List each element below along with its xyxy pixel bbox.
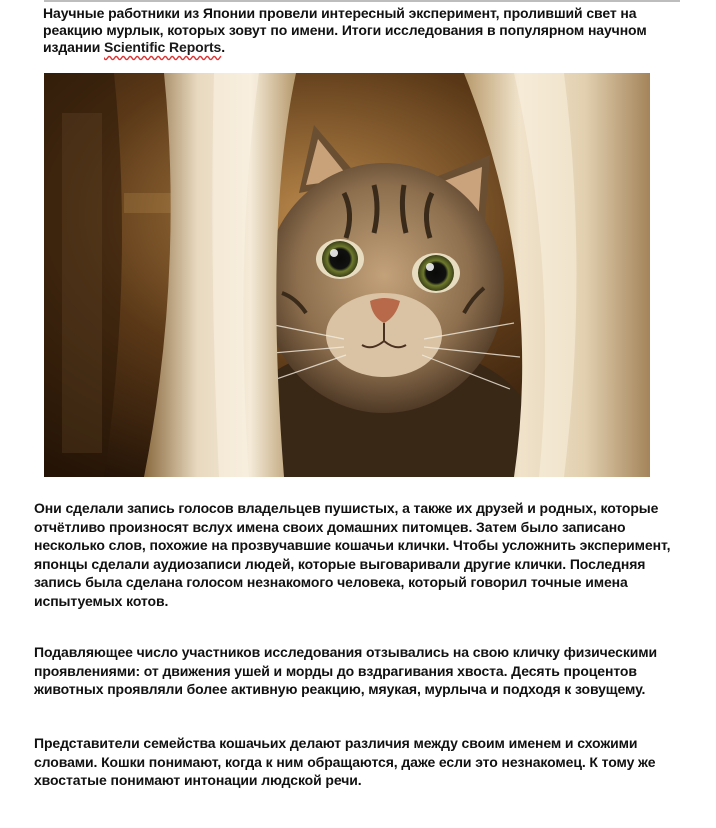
paragraph-conclusion: Представители семейства кошачьих делают различия между своим именем и схожими словами. Кошки понимают, когда к ним обращаются, даже если это незнакомец. К тому же хвостатые понимают интонации людской речи. [34, 735, 656, 788]
journal-link[interactable]: Scientific Reports [104, 39, 222, 55]
intro-text-after: . [221, 39, 226, 55]
intro-text-before: Научные работники из Японии провели интересный эксперимент, проливший свет на реакцию мурлык, которых зовут по имени. Итоги исследования в популярном научном издании [43, 5, 647, 55]
top-divider [44, 0, 680, 2]
paragraph-recording: Они сделали запись голосов владельцев пушистых, а также их друзей и родных, которые отчётливо произносят вслух имена своих домашних питомцев. Затем было записано несколько слов, похожие на прозвучавшие кошачьи клички. Чтобы усложнить эксперимент, японцы сделали аудиозаписи людей, которые выговаривали другие клички. Последняя запись была сделана голосом незнакомого человека, который говорил точные имена испытуемых котов. [34, 500, 671, 609]
intro-paragraph [43, 5, 673, 56]
cat-illustration [44, 73, 650, 477]
cat-photo [44, 73, 650, 477]
paragraph-reaction: Подавляющее число участников исследования отзывались на свою кличку физическими проявлениями: от движения ушей и морды до вздрагивания хвоста. Десять процентов животных проявляли более активную реакцию, мяукая, мурлыча и подходя к зовущему. [34, 644, 658, 697]
